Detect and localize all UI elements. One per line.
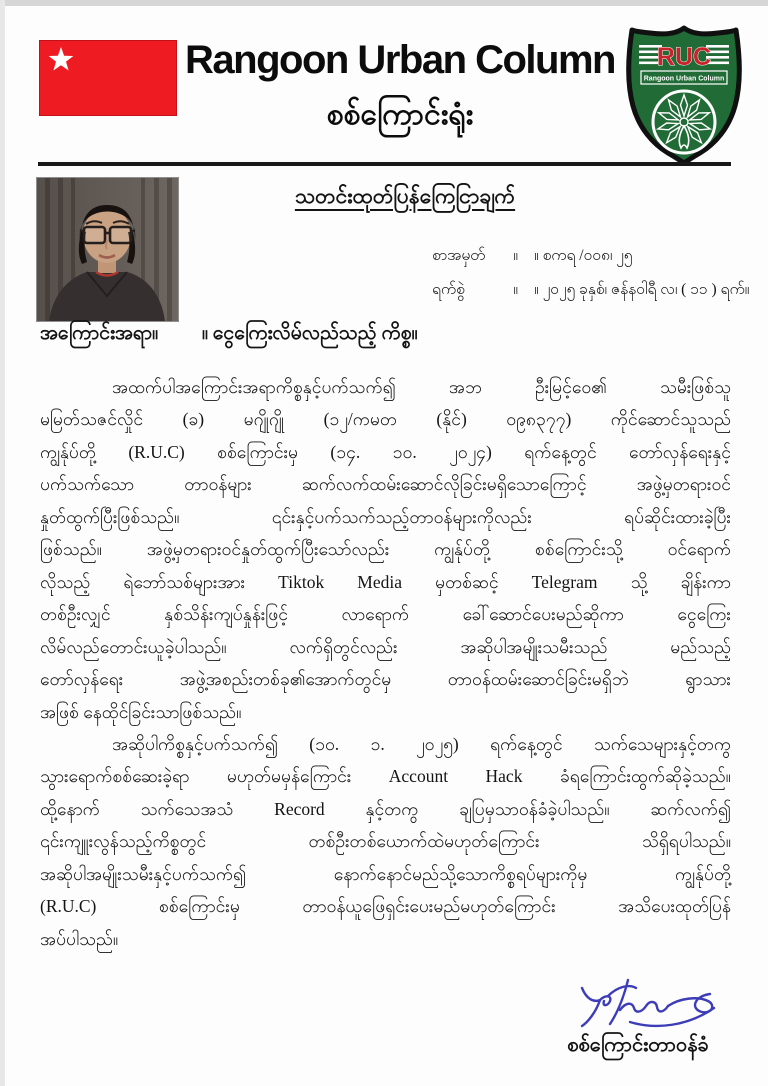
signer-role: စစ်ကြောင်းတာဝန်ခံ xyxy=(567,1034,709,1056)
date-label xyxy=(432,273,518,307)
subject-row xyxy=(40,320,418,349)
subject-label: အကြောင်းအရာ။ xyxy=(40,323,159,344)
ruc-shield-logo-image xyxy=(620,22,748,168)
date-value: ။ ၂၀၂၅ ခုနှစ်၊ ဇန်နဝါရီ လ၊ ( ၁၁ ) ရက်။ xyxy=(534,281,750,298)
body-line: လိမ်လည်တောင်းယူခဲ့ပါသည်။ လက်ရှိတွင်လည်း အဆိုပါအမျိုးသမီးသည် မည်သည့် xyxy=(40,636,731,657)
date-label-text: ရက်စွဲ xyxy=(432,281,465,298)
letter-body xyxy=(40,371,731,955)
red-star-flag-image xyxy=(39,40,177,116)
body-line: အဆိုပါအမျိုးသမီးနှင့်ပက်သက်၍ နောက်နောင်မည်သို့သောကိစ္စရပ်များကိုမှ ကျွန်ုပ်တို့ xyxy=(40,863,731,884)
body-line: နှုတ်ထွက်ပြီးဖြစ်သည်။ ၎င်းနှင့်ပက်သက်သည့်တာဝန်များကိုလည်း ရပ်ဆိုင်းထားခဲ့ပြီး xyxy=(40,506,731,527)
logo-banner-text: Rangoon Urban Column xyxy=(643,75,725,83)
reference-block xyxy=(432,239,749,307)
body-line: မမြတ်သဇင်လှိုင် (ခ) မဂျိုဂျို (၁၂/ကမတ (နိုင်) ၀၉၈၃၇၇) ကိုင်ဆောင်သူသည် xyxy=(40,409,731,430)
letter-number-label-text: စာအမှတ် xyxy=(432,247,486,264)
body-line: ၎င်းကျူးလွန်သည့်ကိစ္စတွင် တစ်ဦးတစ်ယောက်ထဲမဟုတ်ကြောင်း သိရှိရပါသည်။ xyxy=(40,831,731,852)
scan-edge-left xyxy=(0,0,5,1086)
date-row xyxy=(432,273,749,307)
body-line: အဆိုပါကိစ္စနှင့်ပက်သက်၍ (၁၀. ၁. ၂၀၂၅) ရက်နေ့တွင် သက်သေများနှင့်တကွ xyxy=(112,733,731,754)
white-star-icon xyxy=(39,40,177,116)
body-line: တော်လှန်ရေး အဖွဲ့အစည်းတစ်ခု၏အောက်တွင်မှ တာဝန်ထမ်းဆောင်ခြင်းမရှိဘဲ ရွာသား xyxy=(40,669,731,690)
body-line: အပ်ပါသည်။ xyxy=(40,928,119,949)
body-line: အဖြစ် နေထိုင်ခြင်းသာဖြစ်သည်။ xyxy=(40,701,242,722)
body-line: ထို့နောက် သက်သေအသံ Record နှင့်တကွ ချပြမှသာဝန်ခံခဲ့ပါသည်။ ဆက်လက်၍ xyxy=(40,798,731,819)
logo-acronym: RUC xyxy=(656,43,712,71)
body-line: အထက်ပါအကြောင်းအရာကိစ္စနှင့်ပက်သက်၍ အဘ ဦးမြင့်ဝေ၏ သမီးဖြစ်သူ xyxy=(112,377,731,397)
scan-edge-top xyxy=(0,0,768,6)
body-line: တစ်ဦးလျှင် နှစ်သိန်းကျပ်နှုန်းဖြင့် လာရောက် ခေါ်ဆောင်ပေးမည်ဆိုကာ ငွေကြေး xyxy=(40,604,731,625)
body-line: ပက်သက်သော တာဝန်များ ဆက်လက်ထမ်းဆောင်လိုခြင်းမရှိသောကြောင့် အဖွဲ့မှတရားဝင် xyxy=(40,474,731,495)
body-line: ကျွန်ုပ်တို့ (R.U.C) စစ်ကြောင်းမှ (၁၄. ၁၀. ၂၀၂၄) ရက်နေ့တွင် တော်လှန်ရေးနှင့် xyxy=(40,441,731,462)
page-title: Rangoon Urban Column xyxy=(185,38,615,82)
notice-heading: သတင်းထုတ်ပြန်ကြေငြာချက် xyxy=(294,184,516,208)
body-line: ဖြစ်သည်။ အဖွဲ့မှတရားဝင်နှုတ်ထွက်ပြီးသော်လည်း ကျွန်ုပ်တို့ စစ်ကြောင်းသို့ ဝင်ရောက် xyxy=(40,539,731,560)
portrait-photo xyxy=(36,177,179,322)
letter-number-label-punct: ။ xyxy=(513,247,518,264)
letter-number-row xyxy=(432,239,749,273)
body-line: (R.U.C) စစ်ကြောင်းမှ တာဝန်ယူဖြေရှင်းပေးမည်မဟုတ်ကြောင်း အသိပေးထုတ်ပြန် xyxy=(40,896,731,917)
letter-number-value: ။ စကရ /၀၀၈၊ ၂၅ xyxy=(534,247,633,264)
page-subtitle: စစ်ကြောင်းရုံး xyxy=(326,98,474,131)
signature-image xyxy=(572,974,732,1032)
subject-value: ။ ငွေကြေးလိမ်လည်သည့် ကိစ္စ။ xyxy=(202,323,418,344)
header-divider xyxy=(38,162,731,166)
body-line: လိုသည့် ရဲဘော်သစ်များအား Tiktok Media မှတစ်ဆင့် Telegram သို့ ချိန်းကာ xyxy=(40,571,731,592)
body-line: သွားရောက်စစ်ဆေးခဲ့ရာ မဟုတ်မမှန်ကြောင်း Account Hack ခံရကြောင်းထွက်ဆိုခဲ့သည်။ xyxy=(40,766,731,787)
date-label-punct: ။ xyxy=(513,281,518,298)
letter-number-label xyxy=(432,239,518,273)
